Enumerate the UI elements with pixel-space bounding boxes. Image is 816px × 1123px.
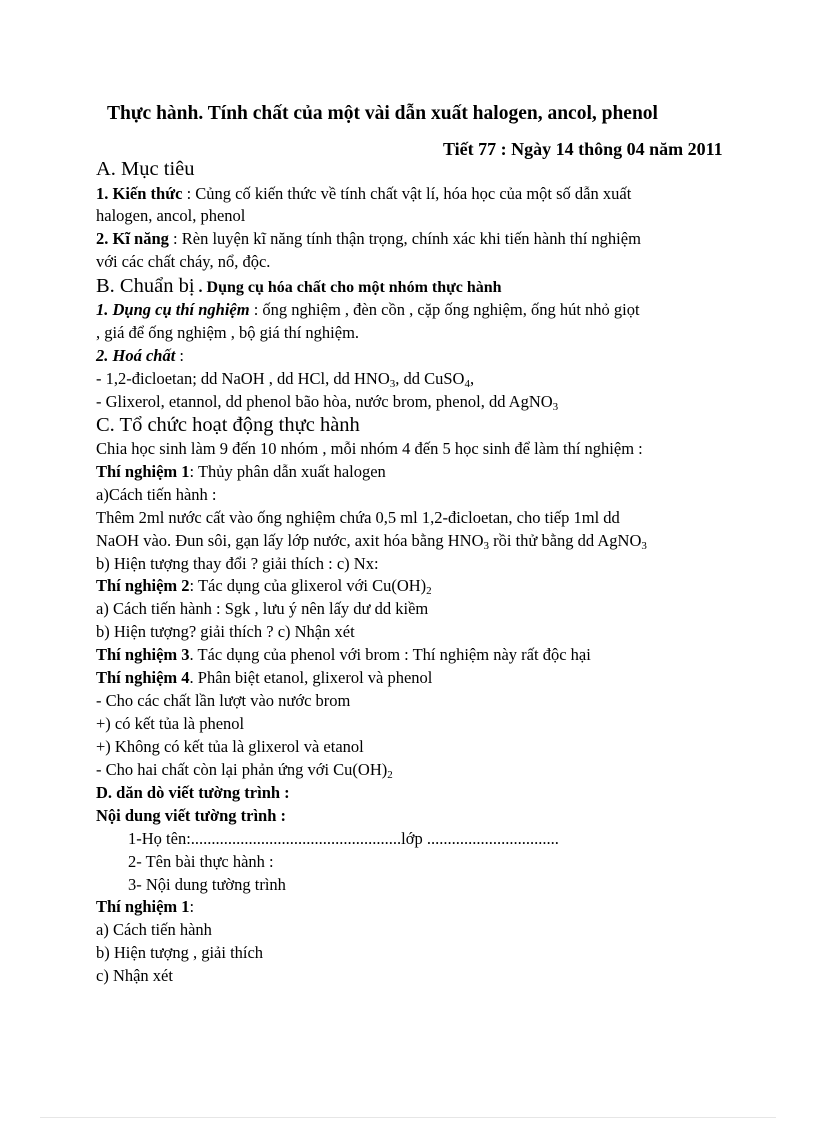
tn2-b: b) Hiện tượng? giải thích ? c) Nhận xét xyxy=(96,622,355,641)
tn4-text: . Phân biệt etanol, glixerol và phenol xyxy=(189,668,433,687)
chem-text: , dd CuSO xyxy=(395,369,465,388)
tn4-step-1: - Cho các chất lần lượt vào nước brom xyxy=(96,691,351,710)
tn1-text: : Thủy phân dẫn xuất halogen xyxy=(189,462,386,481)
tn4-step-3: +) Không có kết tủa là glixerol và etanol xyxy=(96,737,364,756)
subscript: 3 xyxy=(483,540,489,552)
chem-text: , xyxy=(469,369,475,388)
section-d-heading: D. dăn dò viết tường trình : xyxy=(96,783,290,802)
section-a-heading: A. Mục tiêu xyxy=(96,158,195,180)
tn4-line xyxy=(96,670,432,687)
tn2-a: a) Cách tiến hành : Sgk , lưu ý nên lấy dư dd kiềm xyxy=(96,599,429,618)
tn2-line xyxy=(96,578,432,595)
section-c-heading: C. Tổ chức hoạt động thực hành xyxy=(96,414,360,436)
kien-thuc-label: 1. Kiến thức xyxy=(96,184,183,203)
ki-nang-label: 2. Kĩ năng xyxy=(96,229,169,248)
tn3-label: Thí nghiệm 3 xyxy=(96,645,190,664)
tn2-text: : Tác dụng của glixerol với Cu(OH) xyxy=(189,576,427,595)
report-tn1-colon: : xyxy=(189,897,195,916)
section-b-heading: B. Chuẩn bị xyxy=(96,275,195,297)
tn1-b: b) Hiện tượng thay đổi ? giải thích : c) Nx: xyxy=(96,554,379,573)
chem-text: NaOH vào. Đun sôi, gạn lấy lớp nước, axit hóa bằng HNO xyxy=(96,531,484,550)
section-c-intro: Chia học sinh làm 9 đến 10 nhóm , mỗi nhóm 4 đến 5 học sinh để làm thí nghiệm : xyxy=(96,439,643,458)
lesson-date-line: Tiết 77 : Ngày 14 thông 04 năm 2011 xyxy=(443,139,723,159)
tn1-label: Thí nghiệm 1 xyxy=(96,462,190,481)
chem-text: - 1,2-đicloetan; dd NaOH , dd HCl, dd HNO xyxy=(96,369,390,388)
tn1-desc-1: Thêm 2ml nước cất vào ống nghiệm chứa 0,5 ml 1,2-đicloetan, cho tiếp 1ml dd xyxy=(96,508,620,527)
subscript: 4 xyxy=(464,378,470,390)
report-item-2: 2- Tên bài thực hành : xyxy=(128,852,274,871)
report-b: b) Hiện tượng , giải thích xyxy=(96,943,264,962)
ki-nang-line xyxy=(96,231,641,248)
chem-text: - Cho hai chất còn lại phản ứng với Cu(OH) xyxy=(96,760,388,779)
report-item-3: 3- Nội dung tường trình xyxy=(128,875,286,894)
page-title: Thực hành. Tính chất của một vài dẫn xuất halogen, ancol, phenol xyxy=(107,103,658,124)
dung-cu-line xyxy=(96,302,640,319)
dung-cu-label: 1. Dụng cụ thí nghiệm xyxy=(96,300,250,319)
hoa-chat-colon: : xyxy=(175,346,185,365)
subscript: 2 xyxy=(387,769,393,781)
tn1-line xyxy=(96,464,386,481)
ki-nang-text-2: với các chất cháy, nổ, độc. xyxy=(96,252,271,271)
chem-text: - Glixerol, etannol, dd phenol bão hòa, nước brom, phenol, dd AgNO xyxy=(96,392,553,411)
subscript: 3 xyxy=(552,401,559,413)
tn1-a: a)Cách tiến hành : xyxy=(96,485,217,504)
tn4-label: Thí nghiệm 4 xyxy=(96,668,190,687)
hoa-chat-label: 2. Hoá chất xyxy=(96,346,176,365)
tn4-step-2: +) có kết tủa là phenol xyxy=(96,714,245,733)
report-c: c) Nhận xét xyxy=(96,966,173,985)
section-b-heading-line xyxy=(96,276,502,297)
tn3-line xyxy=(96,647,591,664)
section-b-subheading: . Dụng cụ hóa chất cho một nhóm thực hành xyxy=(194,279,502,296)
page-bottom-divider xyxy=(40,1117,776,1118)
content-heading: Nội dung viết tường trình : xyxy=(96,806,287,825)
hoa-chat-list-2 xyxy=(96,394,558,411)
ki-nang-text: : Rèn luyện kĩ năng tính thận trọng, chính xác khi tiến hành thí nghiệm xyxy=(168,229,641,248)
report-tn1-label: Thí nghiệm 1 xyxy=(96,897,190,916)
report-tn1-line xyxy=(96,899,194,916)
subscript: 3 xyxy=(389,378,396,390)
chem-text: rồi thử bằng dd AgNO xyxy=(488,531,642,550)
tn3-text: . Tác dụng của phenol với brom : Thí nghiệm này rất độc hại xyxy=(189,645,591,664)
subscript: 2 xyxy=(426,585,432,597)
report-item-1: 1-Họ tên:...................................................lớp ................................ xyxy=(128,829,559,848)
hoa-chat-list-1 xyxy=(96,371,474,388)
tn2-label: Thí nghiệm 2 xyxy=(96,576,190,595)
tn1-desc-2 xyxy=(96,533,647,550)
kien-thuc-line xyxy=(96,186,631,203)
kien-thuc-text-2: halogen, ancol, phenol xyxy=(96,206,246,225)
hoa-chat-line xyxy=(96,348,184,365)
report-a: a) Cách tiến hành xyxy=(96,920,212,939)
dung-cu-text: : ống nghiệm , đèn cồn , cặp ống nghiệm, ống hút nhỏ giọt xyxy=(249,300,640,319)
dung-cu-text-2: , giá để ống nghiệm , bộ giá thí nghiệm. xyxy=(96,323,360,342)
tn4-step-4 xyxy=(96,762,393,779)
kien-thuc-text: : Củng cố kiến thức về tính chất vật lí, hóa học của một số dẫn xuất xyxy=(182,184,632,203)
subscript: 3 xyxy=(641,540,647,552)
